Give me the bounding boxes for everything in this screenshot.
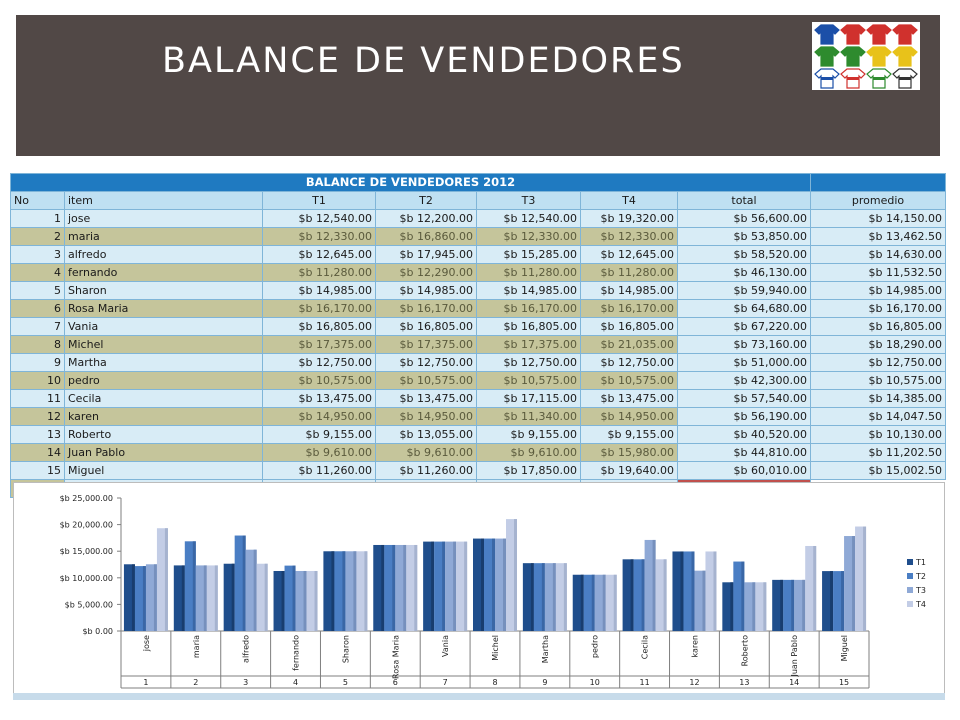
row-t3-value: $b 16,805.00 [477,318,581,336]
bar-shade [304,571,307,631]
row-t3-value: $b 10,575.00 [477,372,581,390]
row-t2-value: $b 13,055.00 [376,426,477,444]
row-promedio-value: $b 11,532.50 [811,264,946,282]
row-number: 3 [11,246,65,264]
row-t3-value: $b 9,610.00 [477,444,581,462]
row-total-value: $b 40,520.00 [678,426,811,444]
bar-shade [852,536,855,631]
bar-shade [813,546,816,631]
category-label: Miguel [840,635,850,662]
row-t2-value: $b 16,860.00 [376,228,477,246]
category-number: 7 [442,678,448,687]
bar-shade [542,563,545,631]
row-total-value: $b 56,190.00 [678,408,811,426]
row-number: 4 [11,264,65,282]
row-t1-value: $b 12,330.00 [263,228,376,246]
category-label: pedro [590,635,600,659]
table-row [11,210,946,228]
category-label: karen [690,635,700,658]
chart-svg [14,483,944,693]
bar-shade [243,536,246,631]
bar-shade [143,566,146,631]
bar-shade [331,551,334,631]
row-promedio-value: $b 10,575.00 [811,372,946,390]
table-row [11,426,946,444]
header-t1: T1 [263,192,376,210]
row-t2-value: $b 9,610.00 [376,444,477,462]
row-promedio-value: $b 14,047.50 [811,408,946,426]
row-number: 12 [11,408,65,426]
header-item: item [65,192,263,210]
row-total-value: $b 64,680.00 [678,300,811,318]
row-t4-value: $b 19,320.00 [581,210,678,228]
row-t1-value: $b 9,155.00 [263,426,376,444]
y-tick-label: $b 0.00 [82,627,113,636]
bar-shade [464,542,467,631]
row-t3-value: $b 11,340.00 [477,408,581,426]
row-total-value: $b 46,130.00 [678,264,811,282]
y-tick-label: $b 15,000.00 [59,547,113,557]
jersey-icon [815,47,839,66]
category-number: 14 [789,678,800,687]
bar-shade [431,542,434,631]
table-row [11,390,946,408]
row-t1-value: $b 12,750.00 [263,354,376,372]
bar-shade [713,551,716,631]
row-number: 11 [11,390,65,408]
row-t2-value: $b 17,375.00 [376,336,477,354]
row-t4-value: $b 16,170.00 [581,300,678,318]
y-tick-label: $b 5,000.00 [64,600,113,610]
legend-swatch-t1 [907,559,913,565]
bar-shade [863,527,866,631]
header-t2: T2 [376,192,477,210]
row-promedio-value: $b 14,630.00 [811,246,946,264]
bar-shade [381,545,384,631]
bar-shade [680,551,683,631]
category-label: Juan Pablo [790,635,800,677]
row-total-value: $b 53,850.00 [678,228,811,246]
bar-shade [342,551,345,631]
category-label: Rosa Maria [391,635,401,679]
legend-label: T3 [916,586,926,595]
row-t1-value: $b 11,280.00 [263,264,376,282]
jerseys-graphic [812,22,920,90]
bar-shade [702,571,705,631]
row-number: 1 [11,210,65,228]
row-promedio-value: $b 14,985.00 [811,282,946,300]
bar-shade [315,571,318,631]
category-label: fernando [291,635,301,671]
bar-shade [581,575,584,631]
jersey-stripe [821,77,833,80]
bar-shade [254,550,257,631]
bar-shade [403,545,406,631]
bar-shade [353,551,356,631]
bar-shade [481,539,484,631]
bar-shade [165,528,168,631]
row-promedio-value: $b 18,290.00 [811,336,946,354]
category-label: Sharon [341,635,351,664]
row-t3-value: $b 12,750.00 [477,354,581,372]
row-t3-value: $b 16,170.00 [477,300,581,318]
legend-swatch-t4 [907,601,913,607]
y-tick-label: $b 10,000.00 [59,573,113,583]
bar-shade [564,563,567,631]
row-number: 7 [11,318,65,336]
header-no: No [11,192,65,210]
bar-shade [204,565,207,631]
header-t3: T3 [477,192,581,210]
row-t2-value: $b 16,170.00 [376,300,477,318]
table-banner: BALANCE DE VENDEDORES 2012 [11,174,811,192]
bar-shade [841,571,844,631]
bar-shade [265,564,268,631]
jersey-icon [893,25,917,44]
row-promedio-value: $b 11,202.50 [811,444,946,462]
row-total-value: $b 59,940.00 [678,282,811,300]
row-t3-value: $b 17,375.00 [477,336,581,354]
table-row [11,354,946,372]
category-number: 3 [243,678,249,687]
bar-shade [730,582,733,631]
row-t2-value: $b 12,290.00 [376,264,477,282]
row-t1-value: $b 14,950.00 [263,408,376,426]
jersey-stripe [873,77,885,80]
bar-shade [293,566,296,631]
row-promedio-value: $b 16,170.00 [811,300,946,318]
bar-shade [592,575,595,631]
category-label: Cecila [640,635,650,660]
bar-shade [691,551,694,631]
row-seller-name: Juan Pablo [65,444,263,462]
row-seller-name: alfredo [65,246,263,264]
row-t1-value: $b 12,540.00 [263,210,376,228]
bar-shade [603,575,606,631]
row-seller-name: jose [65,210,263,228]
colored-jerseys-logo-icon [812,22,920,90]
row-total-value: $b 51,000.00 [678,354,811,372]
category-label: Martha [540,635,550,664]
row-t1-value: $b 16,805.00 [263,318,376,336]
row-t3-value: $b 9,155.00 [477,426,581,444]
table-header-row [11,192,946,210]
bar-shade [653,540,656,631]
bar-shade [442,542,445,631]
y-tick-label: $b 20,000.00 [59,520,113,530]
row-promedio-value: $b 13,462.50 [811,228,946,246]
category-label: maria [191,635,201,659]
row-total-value: $b 73,160.00 [678,336,811,354]
slide-header [16,15,940,156]
row-seller-name: Martha [65,354,263,372]
row-t3-value: $b 17,850.00 [477,462,581,480]
bar-shade [492,539,495,631]
row-t4-value: $b 10,575.00 [581,372,678,390]
row-seller-name: Sharon [65,282,263,300]
bar-shade [182,565,185,631]
row-t2-value: $b 14,950.00 [376,408,477,426]
legend-label: T2 [916,572,926,581]
row-promedio-value: $b 12,750.00 [811,354,946,372]
row-number: 13 [11,426,65,444]
row-t4-value: $b 14,950.00 [581,408,678,426]
row-t3-value: $b 11,280.00 [477,264,581,282]
bar-shade [282,571,285,631]
row-number: 9 [11,354,65,372]
jersey-icon [893,47,917,66]
row-t4-value: $b 15,980.00 [581,444,678,462]
table-row [11,408,946,426]
row-t1-value: $b 11,260.00 [263,462,376,480]
header-promedio: promedio [811,192,946,210]
row-t4-value: $b 16,805.00 [581,318,678,336]
row-promedio-value: $b 14,385.00 [811,390,946,408]
bar-shade [763,582,766,631]
jersey-icon [867,47,891,66]
category-label: Vania [441,635,451,657]
jersey-icon [841,47,865,66]
table-row [11,318,946,336]
table-banner-side [811,174,946,192]
row-t2-value: $b 12,750.00 [376,354,477,372]
table-row [11,246,946,264]
category-label: jose [141,635,151,652]
row-seller-name: Miguel [65,462,263,480]
jersey-icon [815,25,839,44]
category-number: 8 [492,678,498,687]
table-row [11,444,946,462]
category-number: 2 [193,678,199,687]
row-seller-name: Roberto [65,426,263,444]
row-t4-value: $b 14,985.00 [581,282,678,300]
y-tick-label: $b 25,000.00 [59,494,113,503]
jersey-stripe [847,77,859,80]
bar-shade [791,580,794,631]
bar-shade [514,519,517,631]
row-t3-value: $b 12,540.00 [477,210,581,228]
row-t3-value: $b 17,115.00 [477,390,581,408]
bar-shade [414,545,417,631]
legend-swatch-t3 [907,587,913,593]
bar-shade [664,559,667,631]
row-seller-name: fernando [65,264,263,282]
table-row [11,372,946,390]
row-t2-value: $b 11,260.00 [376,462,477,480]
row-t3-value: $b 12,330.00 [477,228,581,246]
bar-shade [154,564,157,631]
row-t2-value: $b 16,805.00 [376,318,477,336]
bar-shade [631,559,634,631]
bar-shade [553,563,556,631]
category-number: 10 [589,678,600,687]
bar-shade [453,542,456,631]
row-number: 6 [11,300,65,318]
row-total-value: $b 58,520.00 [678,246,811,264]
legend-label: T4 [916,600,926,609]
row-t1-value: $b 13,475.00 [263,390,376,408]
row-t2-value: $b 14,985.00 [376,282,477,300]
row-number: 5 [11,282,65,300]
row-promedio-value: $b 15,002.50 [811,462,946,480]
bar-shade [752,582,755,631]
row-t2-value: $b 10,575.00 [376,372,477,390]
row-number: 8 [11,336,65,354]
row-t4-value: $b 12,330.00 [581,228,678,246]
bar-chart [13,482,945,694]
bar-shade [132,564,135,631]
bar-shade [642,559,645,631]
bar-shade [531,563,534,631]
legend-swatch-t2 [907,573,913,579]
jersey-icon [867,25,891,44]
table-row [11,336,946,354]
bar-shade [741,562,744,631]
row-t4-value: $b 12,645.00 [581,246,678,264]
category-label: Roberto [740,635,750,667]
table-row [11,462,946,480]
row-t2-value: $b 13,475.00 [376,390,477,408]
row-t1-value: $b 17,375.00 [263,336,376,354]
category-number: 4 [292,678,299,687]
row-seller-name: karen [65,408,263,426]
bar-shade [364,551,367,631]
bar-shade [232,564,235,631]
table-row [11,300,946,318]
row-t4-value: $b 21,035.00 [581,336,678,354]
row-number: 2 [11,228,65,246]
row-t1-value: $b 12,645.00 [263,246,376,264]
row-promedio-value: $b 14,150.00 [811,210,946,228]
category-number: 12 [689,678,700,687]
table-banner-row [11,174,946,192]
row-seller-name: Vania [65,318,263,336]
row-total-value: $b 57,540.00 [678,390,811,408]
chart-bottom-band [13,693,945,700]
category-number: 9 [542,678,548,687]
category-number: 1 [143,678,149,687]
row-t4-value: $b 13,475.00 [581,390,678,408]
row-t2-value: $b 12,200.00 [376,210,477,228]
row-t1-value: $b 14,985.00 [263,282,376,300]
row-t1-value: $b 10,575.00 [263,372,376,390]
category-label: Michel [491,635,500,661]
row-t3-value: $b 15,285.00 [477,246,581,264]
row-seller-name: Rosa Maria [65,300,263,318]
row-total-value: $b 56,600.00 [678,210,811,228]
row-promedio-value: $b 10,130.00 [811,426,946,444]
row-t4-value: $b 19,640.00 [581,462,678,480]
jersey-stripe [899,77,911,80]
category-number: 6 [392,678,398,687]
bar-shade [392,545,395,631]
row-number: 15 [11,462,65,480]
category-number: 13 [739,678,750,687]
legend-label: T1 [916,558,926,567]
category-number: 11 [639,678,650,687]
header-total: total [678,192,811,210]
bar-shade [830,571,833,631]
row-t2-value: $b 17,945.00 [376,246,477,264]
table-row [11,228,946,246]
table-row [11,264,946,282]
category-number: 5 [342,678,348,687]
row-promedio-value: $b 16,805.00 [811,318,946,336]
jersey-icon [841,25,865,44]
row-t4-value: $b 9,155.00 [581,426,678,444]
row-seller-name: Cecila [65,390,263,408]
category-number: 15 [838,678,850,687]
row-total-value: $b 60,010.00 [678,462,811,480]
row-t1-value: $b 16,170.00 [263,300,376,318]
row-total-value: $b 42,300.00 [678,372,811,390]
table-row [11,282,946,300]
slide-title: BALANCE DE VENDEDORES [162,41,685,81]
row-seller-name: Michel [65,336,263,354]
bar-shade [193,541,196,631]
sales-table [10,173,945,479]
row-total-value: $b 67,220.00 [678,318,811,336]
row-t1-value: $b 9,610.00 [263,444,376,462]
row-t4-value: $b 11,280.00 [581,264,678,282]
header-t4: T4 [581,192,678,210]
bar-shade [780,580,783,631]
bar-shade [614,575,617,631]
row-number: 10 [11,372,65,390]
bar-shade [215,565,218,631]
category-label: alfredo [241,635,251,663]
row-t4-value: $b 12,750.00 [581,354,678,372]
bar-shade [503,539,506,631]
row-t3-value: $b 14,985.00 [477,282,581,300]
bar-shade [802,580,805,631]
row-number: 14 [11,444,65,462]
row-seller-name: maria [65,228,263,246]
row-total-value: $b 44,810.00 [678,444,811,462]
row-seller-name: pedro [65,372,263,390]
